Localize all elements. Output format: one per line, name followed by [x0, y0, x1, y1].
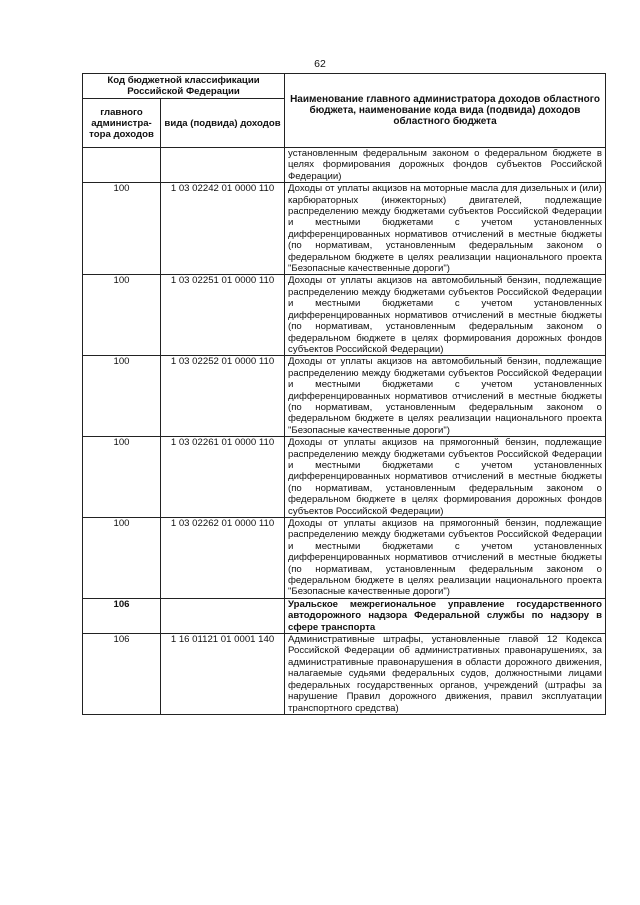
table-row — [83, 275, 606, 356]
admin-code-cell: 100 — [83, 183, 161, 275]
admin-code-cell — [83, 148, 161, 183]
description-cell: Доходы от уплаты акцизов на прямогонный бензин, подлежащие распределению между бюджетами субъектов Российской Федерации и местными бюджетами с учетом установленных дифференцированных нормативов отчислений в местные бюджеты (по нормативам, установленным федеральным законом о федеральном бюджете в целях формирования дорожных фондов субъектов Российской Федерации) — [285, 437, 606, 518]
admin-code-cell: 100 — [83, 275, 161, 356]
admin-code-cell: 106 — [83, 598, 161, 633]
description-cell: Доходы от уплаты акцизов на моторные масла для дизельных и (или) карбюраторных (инжекторных) двигателей, подлежащие распределению между бюджетами субъектов Российской Федерации и местными бюджетами с учетом установленных дифференцированных нормативов отчислений в местные бюджеты (по нормативам, установленным федеральным законом о федеральном бюджете в целях реализации национального проекта "Безопасные качественные дороги") — [285, 183, 606, 275]
description-cell: установленным федеральным законом о федеральном бюджете в целях формирования дорожных фондов субъектов Российской Федерации) — [285, 148, 606, 183]
table-row — [83, 437, 606, 518]
admin-code-cell: 106 — [83, 634, 161, 715]
income-code-cell: 1 03 02261 01 0000 110 — [161, 437, 285, 518]
income-code-cell — [161, 598, 285, 633]
header-group-cell: Код бюджетной классификации Российской Федерации — [83, 74, 285, 99]
description-cell: Доходы от уплаты акцизов на автомобильный бензин, подлежащие распределению между бюджетами субъектов Российской Федерации и местными бюджетами с учетом установленных дифференцированных нормативов отчислений в местные бюджеты (по нормативам, установленным федеральным законом о федеральном бюджете в целях реализации национального проекта "Безопасные качественные дороги") — [285, 356, 606, 437]
admin-code-cell: 100 — [83, 356, 161, 437]
header-name-cell: Наименование главного администратора доходов областного бюджета, наименование кода вида (подвида) доходов областного бюджета — [285, 74, 606, 148]
income-code-cell: 1 03 02251 01 0000 110 — [161, 275, 285, 356]
description-cell: Доходы от уплаты акцизов на прямогонный бензин, подлежащие распределению между бюджетами субъектов Российской Федерации и местными бюджетами с учетом установленных дифференцированных нормативов отчислений в местные бюджеты (по нормативам, установленным федеральным законом о федеральном бюджете в целях реализации национального проекта "Безопасные качественные дороги") — [285, 518, 606, 599]
table-row — [83, 148, 606, 183]
income-code-cell: 1 03 02252 01 0000 110 — [161, 356, 285, 437]
description-cell: Доходы от уплаты акцизов на автомобильный бензин, подлежащие распределению между бюджетами субъектов Российской Федерации и местными бюджетами с учетом установленных дифференцированных нормативов отчислений в местные бюджеты (по нормативам, установленным федеральным законом о федеральном бюджете в целях формирования дорожных фондов субъектов Российской Федерации) — [285, 275, 606, 356]
header-row-group — [83, 74, 606, 99]
income-code-cell: 1 16 01121 01 0001 140 — [161, 634, 285, 715]
income-code-cell: 1 03 02262 01 0000 110 — [161, 518, 285, 599]
page-number: 62 — [314, 58, 326, 70]
income-code-cell: 1 03 02242 01 0000 110 — [161, 183, 285, 275]
table-body — [83, 148, 606, 715]
table-row — [83, 518, 606, 599]
table-row — [83, 183, 606, 275]
table-row — [83, 356, 606, 437]
description-cell: Уральское межрегиональное управление государственного автодорожного надзора Федеральной службы по надзору в сфере транспорта — [285, 598, 606, 633]
budget-classification-table — [82, 73, 606, 715]
admin-code-cell: 100 — [83, 518, 161, 599]
description-cell: Административные штрафы, установленные главой 12 Кодекса Российской Федерации об административных правонарушениях, за административные правонарушения в области дорожного движения, налагаемые судьями федеральных судов, должностными лицами федеральных государственных органов, учреждений (штрафы за нарушение Правил дорожного движения, правил эксплуатации транспортного средства) — [285, 634, 606, 715]
header-admin-cell: главного администра-тора доходов — [83, 99, 161, 148]
table-row — [83, 634, 606, 715]
table-row — [83, 598, 606, 633]
header-kind-cell: вида (подвида) доходов — [161, 99, 285, 148]
admin-code-cell: 100 — [83, 437, 161, 518]
income-code-cell — [161, 148, 285, 183]
